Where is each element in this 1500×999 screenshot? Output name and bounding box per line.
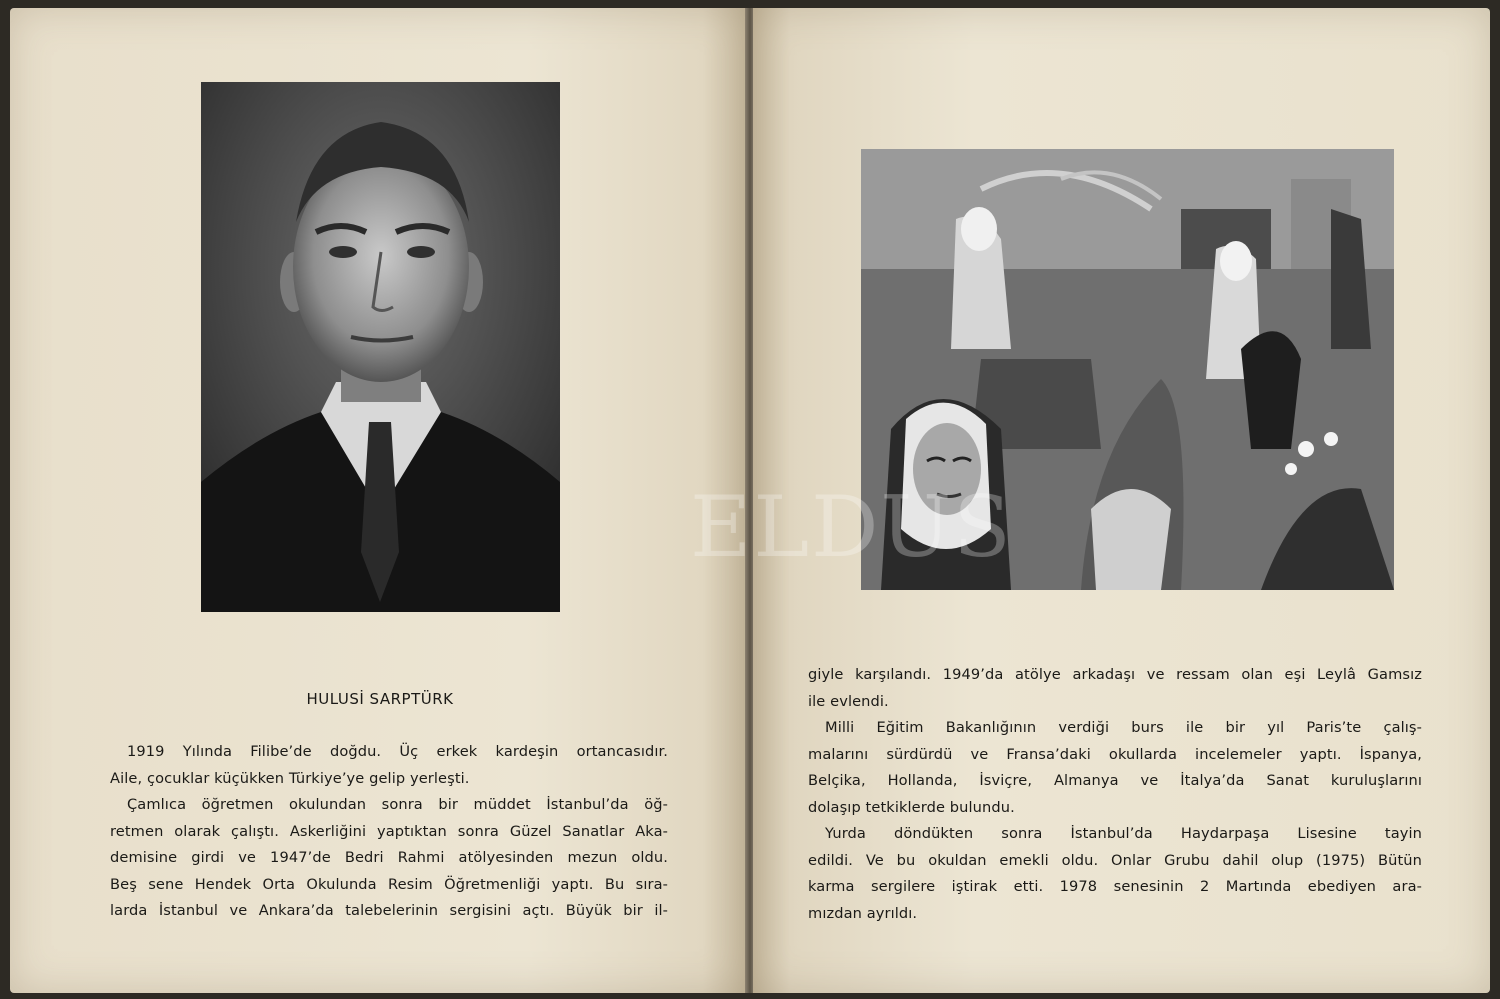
left-page-body (110, 739, 668, 925)
text-line: Belçika, Hollanda, İsviçre, Almanya ve İtalya’da Sanat kuruluşlarını (808, 772, 1422, 789)
watermark-text: ELDUS (690, 478, 1013, 576)
text-line: larda İstanbul ve Ankara’da talebelerinin sergisini açtı. Büyük bir il- (110, 902, 668, 919)
portrait-photo (201, 82, 560, 612)
text-line: dolaşıp tetkiklerde bulundu. (808, 798, 1015, 816)
text-line: giyle karşılandı. 1949’da atölye arkadaşı ve ressam olan eşi Leylâ Gamsız (808, 666, 1422, 683)
right-page-body (808, 662, 1422, 927)
text-line: Beş sene Hendek Orta Okulunda Resim Öğretmenliği yaptı. Bu sıra- (110, 875, 668, 893)
text-line: Yurda döndükten sonra İstanbul’da Haydarpaşa Lisesine tayin (825, 825, 1422, 842)
artist-name-heading: HULUSİ SARPTÜRK (306, 690, 454, 708)
text-line: mızdan ayrıldı. (808, 904, 918, 922)
text-line: Milli Eğitim Bakanlığının verdiği burs ile bir yıl Paris’te çalış- (825, 719, 1422, 736)
text-line: Aile, çocuklar küçükken Türkiye’ye gelip yerleşti. (110, 769, 470, 787)
text-line: karma sergilere iştirak etti. 1978 senesinin 2 Martında ebediyen ara- (808, 878, 1422, 895)
text-line: retmen olarak çalıştı. Askerliğini yaptıktan sonra Güzel Sanatlar Aka- (110, 822, 668, 840)
text-line: 1919 Yılında Filibe’de doğdu. Üç erkek kardeşin ortancasıdır. (127, 743, 668, 760)
text-line: edildi. Ve bu okuldan emekli oldu. Onlar Grubu dahil olup (1975) Bütün (808, 851, 1422, 869)
text-line: ile evlendi. (808, 692, 889, 710)
text-line: malarını sürdürdü ve Fransa’daki okullarda incelemeler yaptı. İspanya, (808, 745, 1422, 763)
text-line: demisine girdi ve 1947’de Bedri Rahmi atölyesinden mezun oldu. (110, 849, 668, 866)
text-line: Çamlıca öğretmen okulundan sonra bir müddet İstanbul’da öğ- (127, 796, 668, 813)
